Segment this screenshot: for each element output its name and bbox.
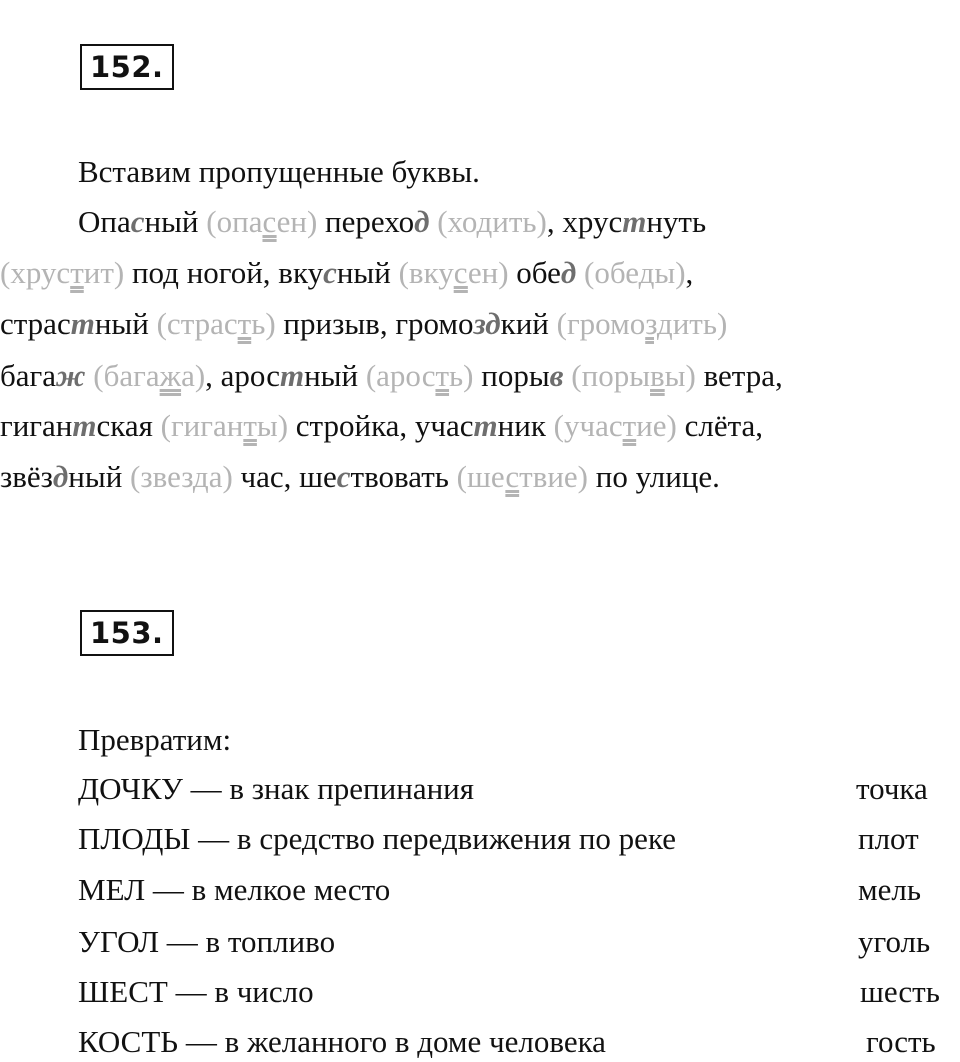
task-text: КОСТЬ — в желанного в доме человека	[78, 1024, 606, 1059]
task-answer: шесть	[860, 974, 940, 1009]
task-answer: гость	[866, 1024, 936, 1059]
exercise-152-line-6: звёздный (звезда) час, шествовать (шествие) по улице.	[0, 459, 720, 494]
exercise-152-line-2: (хрустит) под ногой, вкусный (вкусен) обед (обеды),	[0, 255, 694, 290]
task-answer: точка	[856, 771, 928, 806]
exercise-152-intro: Вставим пропущенные буквы.	[78, 154, 480, 189]
task-row	[78, 769, 960, 809]
exercise-152-line-1: Опасный (опасен) переход (ходить), хрустнуть	[78, 204, 707, 239]
exercise-152-line-4: багаж (багажа), аростный (арость) порыв (порывы) ветра,	[0, 358, 783, 393]
task-text: ШЕСТ — в число	[78, 974, 314, 1009]
exercise-152-line-3: страстный (страсть) призыв, громоздкий (громоздить)	[0, 306, 728, 341]
task-row	[78, 1022, 960, 1062]
task-text: МЕЛ — в мелкое место	[78, 872, 391, 907]
task-text: ДОЧКУ — в знак препинания	[78, 771, 475, 806]
exercise-number-152: 152.	[80, 44, 174, 90]
task-text: УГОЛ — в топливо	[78, 924, 336, 959]
task-row	[78, 870, 960, 910]
task-row	[78, 972, 960, 1012]
task-row	[78, 922, 960, 962]
task-answer: уголь	[858, 924, 931, 959]
task-answer: мель	[858, 872, 921, 907]
exercise-153-intro: Превратим:	[78, 722, 232, 757]
exercise-number-153: 153.	[80, 610, 174, 656]
task-row	[78, 819, 960, 859]
task-answer: плот	[858, 821, 919, 856]
task-text: ПЛОДЫ — в средство передвижения по реке	[78, 821, 676, 856]
exercise-152-line-5: гигантская (гиганты) стройка, участник (участие) слёта,	[0, 408, 764, 443]
